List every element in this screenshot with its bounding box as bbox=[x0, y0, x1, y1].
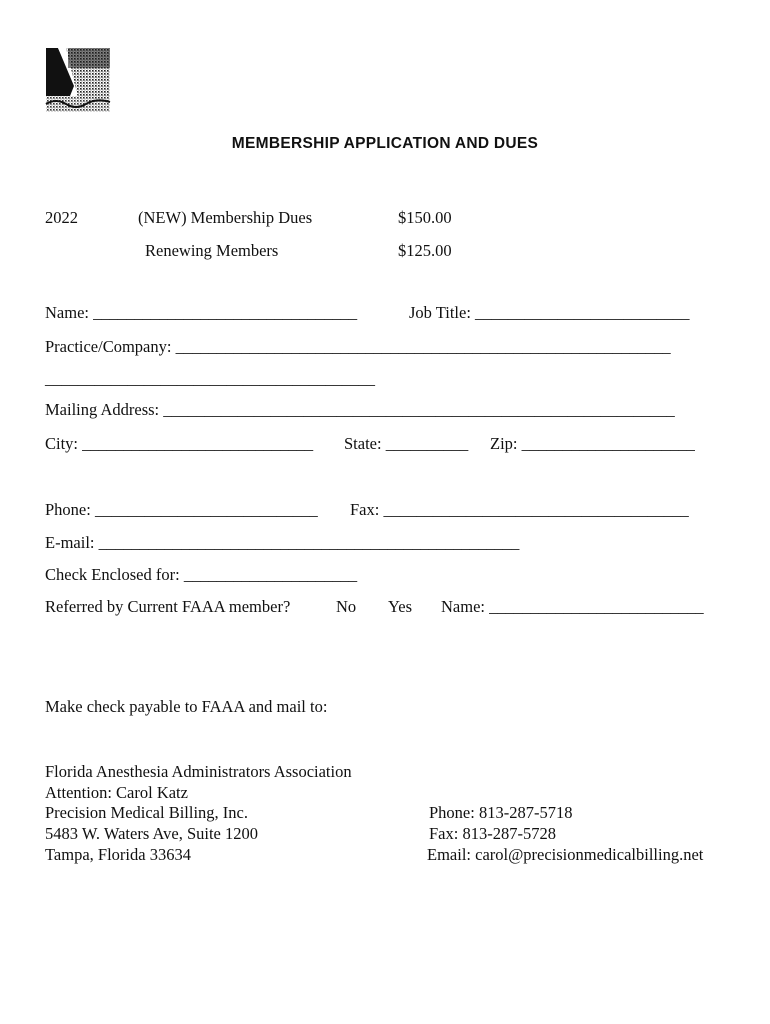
state-field[interactable]: State: __________ bbox=[344, 434, 469, 453]
zip-field[interactable]: Zip: _____________________ bbox=[490, 434, 695, 453]
check-enclosed-field[interactable]: Check Enclosed for: _____________________ bbox=[45, 565, 358, 584]
address-city: Tampa, Florida 33634 bbox=[45, 845, 191, 864]
phone-field[interactable]: Phone: ___________________________ bbox=[45, 500, 318, 519]
city-field[interactable]: City: ____________________________ bbox=[45, 434, 314, 453]
address-street: 5483 W. Waters Ave, Suite 1200 bbox=[45, 824, 259, 843]
new-dues-amount: $150.00 bbox=[398, 208, 452, 227]
renew-dues-amount: $125.00 bbox=[398, 241, 452, 260]
new-dues-label: (NEW) Membership Dues bbox=[138, 208, 313, 227]
contact-phone: Phone: 813-287-5718 bbox=[429, 803, 573, 822]
mailing-address-field[interactable]: Mailing Address: ______________________________________________________________ bbox=[45, 400, 675, 419]
referred-yes-option[interactable]: Yes bbox=[388, 597, 413, 616]
email-field[interactable]: E-mail: ___________________________________________________ bbox=[45, 533, 520, 552]
address-org: Florida Anesthesia Administrators Association bbox=[45, 762, 352, 781]
practice-company-continuation[interactable]: ________________________________________ bbox=[45, 369, 375, 388]
dues-year: 2022 bbox=[45, 208, 78, 227]
address-company: Precision Medical Billing, Inc. bbox=[45, 803, 249, 822]
job-title-field[interactable]: Job Title: __________________________ bbox=[409, 303, 690, 322]
address-attention: Attention: Carol Katz bbox=[45, 783, 188, 802]
referred-no-option[interactable]: No bbox=[336, 597, 357, 616]
practice-company-field[interactable]: Practice/Company: ____________________________________________________________ bbox=[45, 337, 671, 356]
referred-label: Referred by Current FAAA member? bbox=[45, 597, 291, 616]
renew-dues-label: Renewing Members bbox=[145, 241, 279, 260]
faaa-logo-icon bbox=[44, 46, 112, 114]
referrer-name-field[interactable]: Name: __________________________ bbox=[441, 597, 704, 616]
name-field[interactable]: Name: ________________________________ bbox=[45, 303, 358, 322]
page-title: MEMBERSHIP APPLICATION AND DUES bbox=[231, 135, 539, 152]
contact-fax: Fax: 813-287-5728 bbox=[429, 824, 556, 843]
contact-email: Email: carol@precisionmedicalbilling.net bbox=[427, 845, 704, 864]
payable-instructions: Make check payable to FAAA and mail to: bbox=[45, 697, 328, 716]
fax-field[interactable]: Fax: _____________________________________ bbox=[350, 500, 689, 519]
